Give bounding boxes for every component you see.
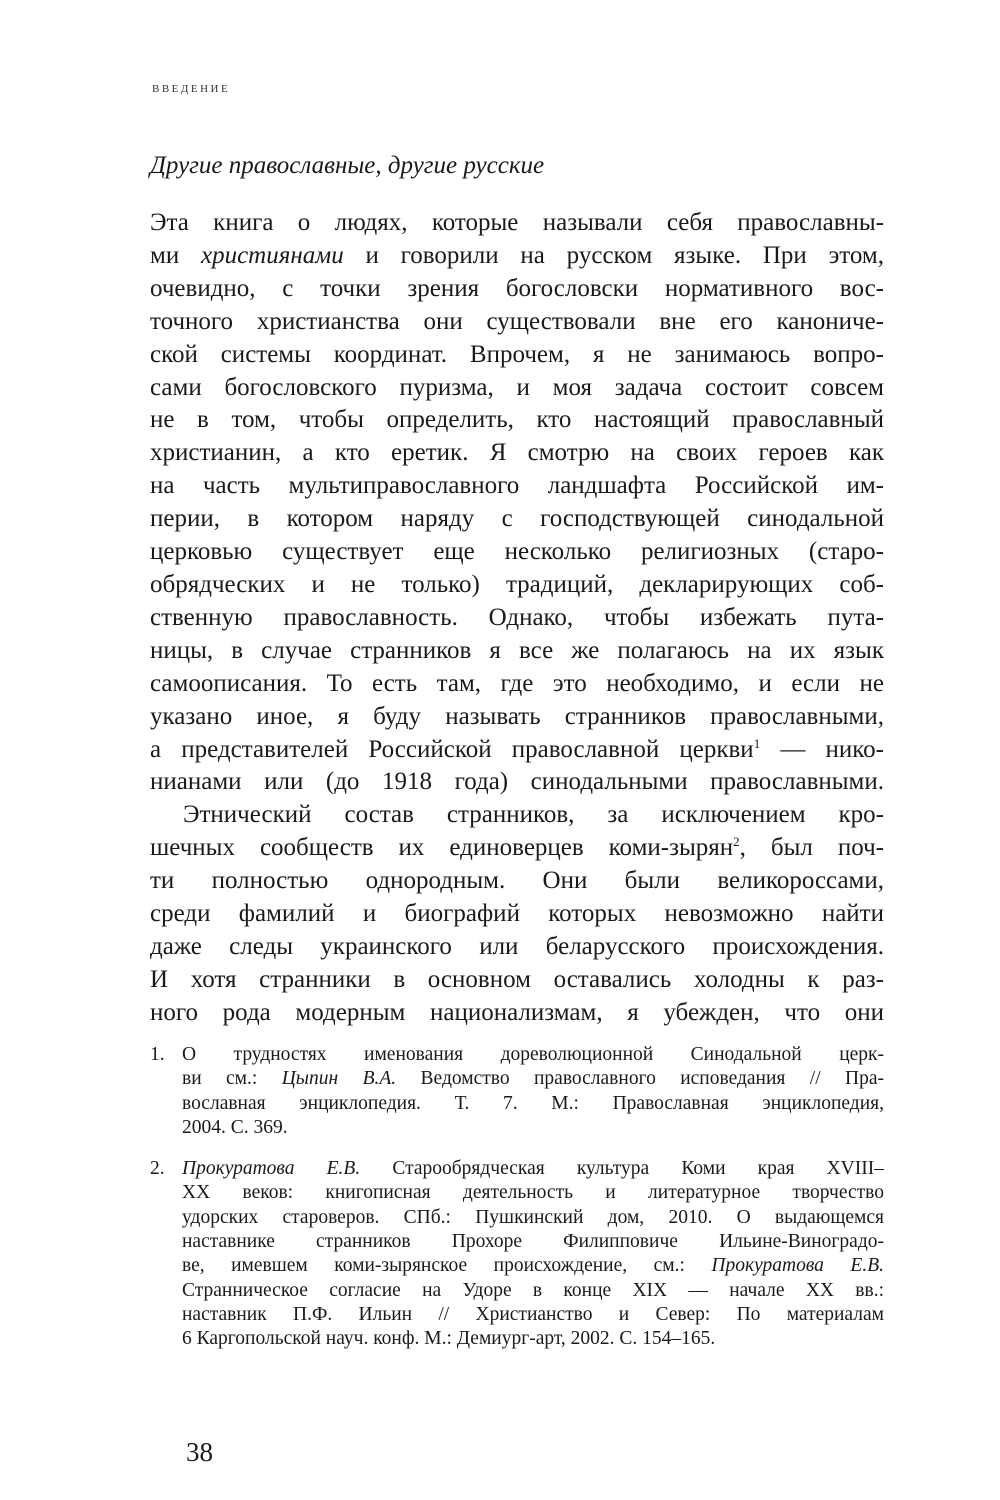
footnote-2 — [150, 1157, 884, 1351]
text-line: самоописания. То есть там, где это необходимо, и если не — [150, 669, 884, 697]
text-line: указано иное, я буду называть странников православными, — [150, 702, 884, 730]
text-line: обрядческих и не только) традиций, декларирующих соб- — [150, 570, 884, 598]
text-line: ми християнами и говорили на русском языке. При этом, — [150, 241, 884, 269]
text-line: очевидно, с точки зрения богословски нормативного вос- — [150, 274, 884, 302]
text-line: ницы, в случае странников я все же полагаюсь на их язык — [150, 636, 884, 664]
section-title: Другие православные, другие русские — [150, 152, 545, 179]
footnote-line: ве, имевшем коми-зырянское происхождение, см.: Прокуратова Е.В. — [182, 1255, 884, 1277]
text-line: шечных сообществ их единоверцев коми-зырян$^2$, был поч- — [150, 834, 884, 862]
footnote-line: 2004. С. 369. — [182, 1116, 288, 1138]
text-line: христианин, а кто еретик. Я смотрю на своих героев как — [150, 439, 884, 467]
text-line: не в том, чтобы определить, кто настоящий православный — [150, 406, 884, 434]
author-name: Прокуратова Е.В. — [711, 1255, 884, 1277]
text-line: на часть мультиправославного ландшафта Российской им- — [150, 472, 884, 500]
text-line: среди фамилий и биографий которых невозможно найти — [150, 900, 884, 928]
footnote-line: Странническое согласие на Удоре в конце XIX — начале XX вв.: — [182, 1279, 884, 1301]
footnote-line: наставнике странников Прохоре Филипповиче Ильине-Виноградо- — [182, 1231, 884, 1253]
footnote-line: 6 Каргопольской науч. конф. М.: Демиург-арт, 2002. С. 154–165. — [182, 1328, 716, 1350]
text-line: нианами или (до 1918 года) синодальными православными. — [150, 768, 884, 796]
author-name: Цыпин В.А. — [281, 1068, 397, 1090]
body-text — [150, 207, 884, 1030]
footnote-line: XX веков: книгописная деятельность и литературное творчество — [182, 1182, 884, 1204]
text-line: а представителей Российской православной церкви$^1$ — нико- — [150, 735, 884, 763]
footnote-line: удорских староверов. СПб.: Пушкинский дом, 2010. О выдающемся — [182, 1206, 884, 1228]
footnote-number: 2. — [150, 1158, 165, 1180]
footnotes — [150, 1043, 884, 1369]
footnote-number: 1. — [150, 1044, 165, 1065]
footnote-line: вославная энциклопедия. Т. 7. М.: Православная энциклопедия, — [182, 1092, 884, 1114]
footnote-line: О трудностях именования дореволюционной Синодальной церк- — [182, 1044, 884, 1065]
text-line: церковью существует еще несколько религиозных (старо- — [150, 538, 884, 566]
footnote-line: ви см.: Цыпин В.А. Ведомство православного исповедания // Пра- — [182, 1068, 884, 1090]
text-line: перии, в котором наряду с господствующей синодальной — [150, 505, 884, 533]
author-name: Прокуратова Е.В. — [182, 1158, 361, 1180]
text-line: ти полностью однородным. Они были великороссами, — [150, 867, 884, 895]
footnote-ref[interactable]: 1 — [753, 735, 761, 751]
text-line: ственную православность. Однако, чтобы избежать пута- — [150, 603, 884, 631]
footnote-line: Прокуратова Е.В. Старообрядческая культура Коми края XVIII– — [182, 1158, 884, 1180]
text-line: ного рода модерным национализмам, я убежден, что они — [150, 998, 884, 1026]
text-line: сами богословского пуризма, и моя задача состоит совсем — [150, 373, 884, 401]
running-head: ВВЕДЕНИЕ — [152, 83, 231, 95]
text-line: точного христианства они существовали вне его канониче- — [150, 307, 884, 335]
text-line: И хотя странники в основном оставались холодны к раз- — [150, 965, 884, 993]
footnote-ref[interactable]: 2 — [733, 834, 740, 850]
text-line: Эта книга о людях, которые называли себя православны- — [150, 209, 884, 236]
footnote-line: наставник П.Ф. Ильин // Христианство и Север: По материалам — [182, 1303, 884, 1325]
page-number: 38 — [186, 1437, 213, 1467]
text-line: ской системы координат. Впрочем, я не занимаюсь вопро- — [150, 340, 884, 368]
emphasis: християнами — [200, 241, 344, 269]
text-line: Этнический состав странников, за исключением кро- — [183, 801, 884, 829]
footnote-1 — [150, 1043, 884, 1140]
text-line: даже следы украинского или беларусского происхождения. — [150, 932, 884, 960]
